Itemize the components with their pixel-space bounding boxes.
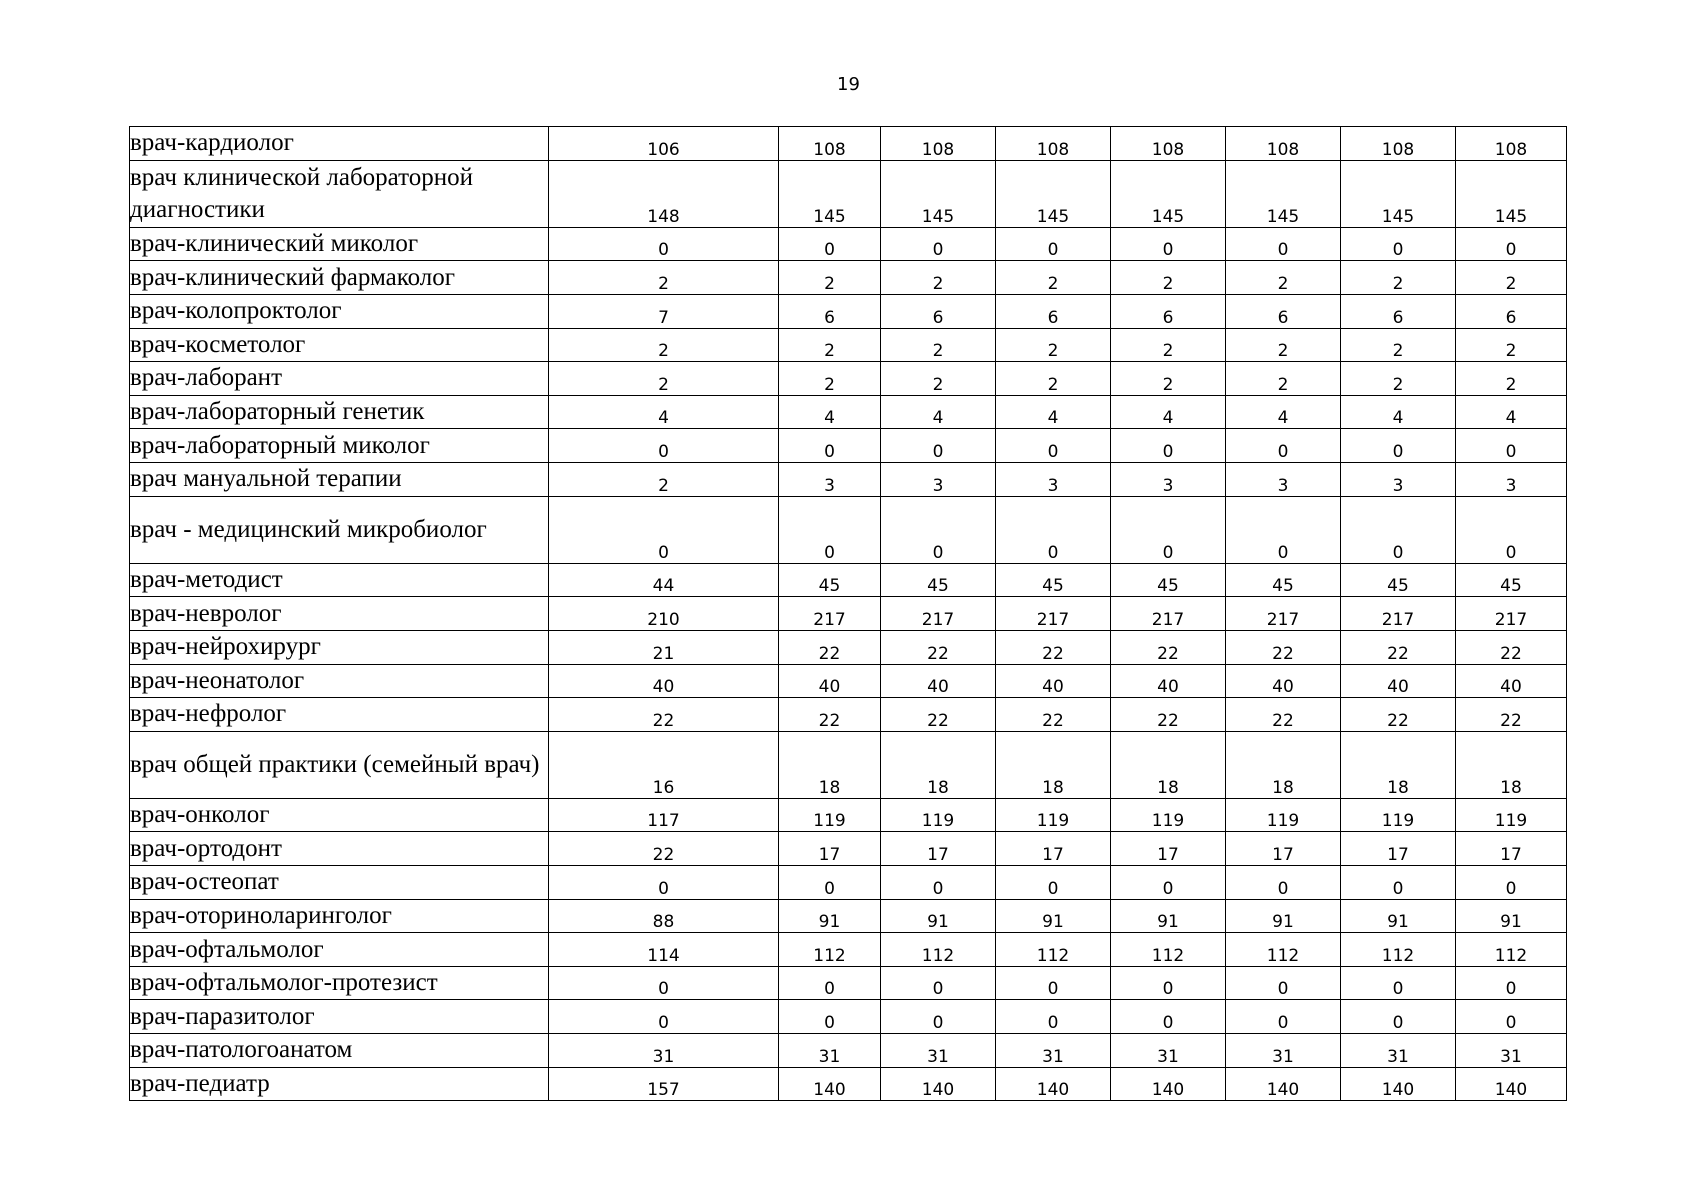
- table-cell: 40: [779, 664, 881, 698]
- table-cell: 31: [1341, 1034, 1456, 1068]
- table-cell: 40: [1341, 664, 1456, 698]
- table-row: [130, 798, 1567, 832]
- table-row: [130, 261, 1567, 295]
- table-cell: 0: [1111, 227, 1226, 261]
- table-cell: 91: [1341, 899, 1456, 933]
- table-cell: 0: [549, 866, 779, 900]
- table-cell: 6: [996, 294, 1111, 328]
- table-cell: 217: [996, 597, 1111, 631]
- table-cell: 17: [1111, 832, 1226, 866]
- row-label: врач-методист: [130, 563, 549, 597]
- table-cell: 3: [1111, 462, 1226, 496]
- row-label: врач-неонатолог: [130, 664, 549, 698]
- table-cell: 0: [1111, 966, 1226, 1000]
- table-cell: 2: [1341, 362, 1456, 396]
- table-cell: 0: [1226, 1000, 1341, 1034]
- table-cell: 17: [779, 832, 881, 866]
- row-label: врач - медицинский микробиолог: [130, 496, 549, 563]
- table-cell: 140: [1226, 1067, 1341, 1101]
- table-row: [130, 328, 1567, 362]
- table-cell: 2: [881, 362, 996, 396]
- table-cell: 217: [1341, 597, 1456, 631]
- table-cell: 16: [549, 731, 779, 798]
- table-cell: 145: [996, 160, 1111, 227]
- table-cell: 0: [996, 429, 1111, 463]
- table-row: [130, 1067, 1567, 1101]
- row-label: врач-нейрохирург: [130, 630, 549, 664]
- table-cell: 2: [1111, 328, 1226, 362]
- row-label: врач-остеопат: [130, 866, 549, 900]
- table-cell: 6: [1226, 294, 1341, 328]
- row-label: врач-патологоанатом: [130, 1034, 549, 1068]
- table-row: [130, 1000, 1567, 1034]
- table-cell: 91: [881, 899, 996, 933]
- table-cell: 2: [1226, 362, 1341, 396]
- table-cell: 119: [996, 798, 1111, 832]
- table-cell: 0: [1456, 1000, 1567, 1034]
- row-label: врач-лабораторный генетик: [130, 395, 549, 429]
- table-cell: 45: [996, 563, 1111, 597]
- table-cell: 0: [1341, 496, 1456, 563]
- table-cell: 6: [779, 294, 881, 328]
- table-cell: 17: [1456, 832, 1567, 866]
- table-cell: 17: [996, 832, 1111, 866]
- table-cell: 3: [779, 462, 881, 496]
- table-cell: 44: [549, 563, 779, 597]
- table-row: [130, 664, 1567, 698]
- table-cell: 2: [1456, 328, 1567, 362]
- row-label: врач-офтальмолог: [130, 933, 549, 967]
- table-cell: 40: [549, 664, 779, 698]
- table-cell: 0: [1111, 429, 1226, 463]
- table-cell: 3: [1226, 462, 1341, 496]
- table-cell: 112: [1111, 933, 1226, 967]
- table-cell: 45: [881, 563, 996, 597]
- table-cell: 2: [549, 362, 779, 396]
- table-cell: 2: [996, 261, 1111, 295]
- table-cell: 40: [1111, 664, 1226, 698]
- table-cell: 45: [1341, 563, 1456, 597]
- table-cell: 45: [1111, 563, 1226, 597]
- table-row: [130, 227, 1567, 261]
- table-cell: 40: [1226, 664, 1341, 698]
- table-cell: 119: [1226, 798, 1341, 832]
- table-cell: 0: [996, 496, 1111, 563]
- table-cell: 140: [779, 1067, 881, 1101]
- table-cell: 108: [1226, 127, 1341, 161]
- table-cell: 0: [779, 1000, 881, 1034]
- table-cell: 22: [881, 698, 996, 732]
- table-cell: 18: [1341, 731, 1456, 798]
- table-cell: 112: [779, 933, 881, 967]
- table-cell: 119: [1341, 798, 1456, 832]
- table-cell: 0: [779, 966, 881, 1000]
- table-cell: 2: [779, 328, 881, 362]
- table-cell: 22: [549, 832, 779, 866]
- table-cell: 140: [996, 1067, 1111, 1101]
- table-row: [130, 563, 1567, 597]
- table-cell: 217: [1111, 597, 1226, 631]
- table-cell: 217: [1226, 597, 1341, 631]
- row-label: врач мануальной терапии: [130, 462, 549, 496]
- table-cell: 2: [549, 328, 779, 362]
- table-cell: 119: [1456, 798, 1567, 832]
- table-cell: 0: [1226, 866, 1341, 900]
- table-cell: 0: [1341, 1000, 1456, 1034]
- table-row: [130, 698, 1567, 732]
- table-row: [130, 597, 1567, 631]
- table-cell: 91: [1456, 899, 1567, 933]
- table-cell: 0: [881, 1000, 996, 1034]
- table-cell: 108: [996, 127, 1111, 161]
- table-cell: 4: [881, 395, 996, 429]
- table-cell: 0: [881, 429, 996, 463]
- table-cell: 21: [549, 630, 779, 664]
- table-cell: 45: [779, 563, 881, 597]
- table-cell: 17: [1341, 832, 1456, 866]
- table-cell: 4: [1226, 395, 1341, 429]
- table-cell: 112: [1226, 933, 1341, 967]
- table-cell: 31: [549, 1034, 779, 1068]
- table-cell: 0: [549, 1000, 779, 1034]
- table-cell: 17: [1226, 832, 1341, 866]
- table-cell: 0: [996, 227, 1111, 261]
- table-cell: 4: [996, 395, 1111, 429]
- table-cell: 108: [881, 127, 996, 161]
- table-cell: 0: [1341, 429, 1456, 463]
- table-cell: 18: [1226, 731, 1341, 798]
- table-cell: 117: [549, 798, 779, 832]
- table-cell: 157: [549, 1067, 779, 1101]
- table-cell: 91: [1111, 899, 1226, 933]
- table-cell: 4: [1456, 395, 1567, 429]
- table-row: [130, 395, 1567, 429]
- table-cell: 0: [881, 227, 996, 261]
- table-cell: 22: [779, 630, 881, 664]
- table-cell: 112: [1456, 933, 1567, 967]
- table-cell: 140: [881, 1067, 996, 1101]
- table-cell: 7: [549, 294, 779, 328]
- table-row: [130, 294, 1567, 328]
- table-cell: 0: [1226, 966, 1341, 1000]
- table-cell: 140: [1456, 1067, 1567, 1101]
- table-cell: 22: [1341, 630, 1456, 664]
- table-cell: 22: [996, 698, 1111, 732]
- table-cell: 2: [1111, 362, 1226, 396]
- table-cell: 91: [1226, 899, 1341, 933]
- table-cell: 2: [549, 261, 779, 295]
- table-cell: 112: [881, 933, 996, 967]
- row-label: врач-ортодонт: [130, 832, 549, 866]
- table-cell: 145: [1456, 160, 1567, 227]
- table-cell: 119: [881, 798, 996, 832]
- table-row: [130, 362, 1567, 396]
- table-cell: 148: [549, 160, 779, 227]
- table-cell: 0: [549, 429, 779, 463]
- row-label: врач-колопроктолог: [130, 294, 549, 328]
- table-cell: 31: [1456, 1034, 1567, 1068]
- row-label: врач-невролог: [130, 597, 549, 631]
- row-label: врач-клинический фармаколог: [130, 261, 549, 295]
- table-cell: 145: [1341, 160, 1456, 227]
- table-cell: 217: [881, 597, 996, 631]
- table-cell: 108: [1456, 127, 1567, 161]
- table-cell: 210: [549, 597, 779, 631]
- table-cell: 22: [996, 630, 1111, 664]
- table-cell: 106: [549, 127, 779, 161]
- row-label: врач-лаборант: [130, 362, 549, 396]
- table-row: [130, 866, 1567, 900]
- table-cell: 145: [881, 160, 996, 227]
- table-cell: 3: [996, 462, 1111, 496]
- table-cell: 0: [549, 227, 779, 261]
- table-cell: 45: [1226, 563, 1341, 597]
- table-cell: 0: [1111, 496, 1226, 563]
- table-cell: 40: [1456, 664, 1567, 698]
- table-cell: 18: [1456, 731, 1567, 798]
- row-label: врач-косметолог: [130, 328, 549, 362]
- table-cell: 0: [1456, 429, 1567, 463]
- table-cell: 2: [1341, 328, 1456, 362]
- table-cell: 4: [779, 395, 881, 429]
- table-cell: 18: [996, 731, 1111, 798]
- table-cell: 0: [996, 866, 1111, 900]
- row-label: врач-лабораторный миколог: [130, 429, 549, 463]
- table-row: [130, 630, 1567, 664]
- table-cell: 0: [779, 496, 881, 563]
- table-cell: 22: [1341, 698, 1456, 732]
- table-cell: 2: [1111, 261, 1226, 295]
- table-cell: 2: [779, 362, 881, 396]
- table-cell: 22: [779, 698, 881, 732]
- table-cell: 31: [881, 1034, 996, 1068]
- table-cell: 0: [1456, 227, 1567, 261]
- table-cell: 217: [779, 597, 881, 631]
- row-label: врач-оториноларинголог: [130, 899, 549, 933]
- table-cell: 18: [779, 731, 881, 798]
- row-label: врач-онколог: [130, 798, 549, 832]
- table-row: [130, 429, 1567, 463]
- table-cell: 2: [881, 328, 996, 362]
- table-cell: 140: [1111, 1067, 1226, 1101]
- table-cell: 0: [779, 227, 881, 261]
- table-cell: 145: [1226, 160, 1341, 227]
- table-cell: 2: [549, 462, 779, 496]
- row-label: врач-педиатр: [130, 1067, 549, 1101]
- table-cell: 22: [881, 630, 996, 664]
- table-cell: 0: [1226, 227, 1341, 261]
- table-row: [130, 127, 1567, 161]
- table-cell: 145: [1111, 160, 1226, 227]
- table-cell: 119: [779, 798, 881, 832]
- table-row: [130, 462, 1567, 496]
- table-cell: 0: [1456, 866, 1567, 900]
- row-label: врач-кардиолог: [130, 127, 549, 161]
- table-cell: 108: [779, 127, 881, 161]
- table-cell: 31: [1111, 1034, 1226, 1068]
- table-cell: 17: [881, 832, 996, 866]
- table-cell: 0: [1341, 866, 1456, 900]
- table-cell: 2: [1456, 261, 1567, 295]
- table-cell: 0: [549, 496, 779, 563]
- table-cell: 45: [1456, 563, 1567, 597]
- table-cell: 2: [779, 261, 881, 295]
- table-cell: 0: [881, 966, 996, 1000]
- table-row: [130, 933, 1567, 967]
- table-cell: 31: [996, 1034, 1111, 1068]
- table-cell: 0: [1226, 429, 1341, 463]
- table-cell: 18: [1111, 731, 1226, 798]
- table-cell: 2: [1226, 328, 1341, 362]
- table-cell: 0: [1341, 227, 1456, 261]
- table-row: [130, 160, 1567, 227]
- table-cell: 31: [1226, 1034, 1341, 1068]
- table-cell: 0: [1111, 1000, 1226, 1034]
- table-cell: 2: [1226, 261, 1341, 295]
- table-cell: 22: [1111, 698, 1226, 732]
- table-cell: 0: [1341, 966, 1456, 1000]
- data-table: [129, 126, 1567, 1101]
- table-cell: 22: [1456, 698, 1567, 732]
- table-cell: 0: [881, 866, 996, 900]
- table-cell: 6: [1341, 294, 1456, 328]
- table-cell: 40: [996, 664, 1111, 698]
- table-cell: 0: [996, 1000, 1111, 1034]
- page-number: 19: [837, 74, 860, 95]
- table-cell: 3: [1341, 462, 1456, 496]
- table-cell: 22: [1226, 698, 1341, 732]
- table-cell: 2: [996, 328, 1111, 362]
- row-label: врач-нефролог: [130, 698, 549, 732]
- row-label: врач-клинический миколог: [130, 227, 549, 261]
- table-row: [130, 966, 1567, 1000]
- table-cell: 140: [1341, 1067, 1456, 1101]
- table-cell: 2: [1341, 261, 1456, 295]
- table-cell: 112: [1341, 933, 1456, 967]
- row-label: врач общей практики (семейный врач): [130, 731, 549, 798]
- table-cell: 112: [996, 933, 1111, 967]
- row-label: врач-паразитолог: [130, 1000, 549, 1034]
- table-cell: 2: [1456, 362, 1567, 396]
- table-cell: 40: [881, 664, 996, 698]
- table-row: [130, 1034, 1567, 1068]
- table-cell: 0: [996, 966, 1111, 1000]
- table-cell: 91: [996, 899, 1111, 933]
- table-cell: 0: [1226, 496, 1341, 563]
- table-row: [130, 731, 1567, 798]
- table-cell: 6: [1456, 294, 1567, 328]
- table-cell: 91: [779, 899, 881, 933]
- table-cell: 4: [1111, 395, 1226, 429]
- table-cell: 6: [1111, 294, 1226, 328]
- table-cell: 6: [881, 294, 996, 328]
- table-cell: 22: [1456, 630, 1567, 664]
- table-cell: 217: [1456, 597, 1567, 631]
- table-cell: 0: [779, 866, 881, 900]
- table-cell: 0: [779, 429, 881, 463]
- row-label: врач клинической лабораторной диагностики: [130, 160, 549, 227]
- table-cell: 3: [881, 462, 996, 496]
- table-cell: 31: [779, 1034, 881, 1068]
- table-row: [130, 496, 1567, 563]
- table-row: [130, 832, 1567, 866]
- table-cell: 114: [549, 933, 779, 967]
- table-cell: 108: [1341, 127, 1456, 161]
- table-body: [130, 127, 1567, 1101]
- table-cell: 88: [549, 899, 779, 933]
- table-cell: 119: [1111, 798, 1226, 832]
- table-cell: 4: [549, 395, 779, 429]
- table-cell: 0: [1456, 966, 1567, 1000]
- table-cell: 145: [779, 160, 881, 227]
- table-cell: 2: [996, 362, 1111, 396]
- table-cell: 0: [1456, 496, 1567, 563]
- table-cell: 0: [881, 496, 996, 563]
- table-cell: 18: [881, 731, 996, 798]
- table-cell: 108: [1111, 127, 1226, 161]
- table-cell: 0: [1111, 866, 1226, 900]
- table-cell: 2: [881, 261, 996, 295]
- table-row: [130, 899, 1567, 933]
- row-label: врач-офтальмолог-протезист: [130, 966, 549, 1000]
- table-cell: 0: [549, 966, 779, 1000]
- table-cell: 4: [1341, 395, 1456, 429]
- table-cell: 22: [1111, 630, 1226, 664]
- table-cell: 3: [1456, 462, 1567, 496]
- table-cell: 22: [549, 698, 779, 732]
- table-cell: 22: [1226, 630, 1341, 664]
